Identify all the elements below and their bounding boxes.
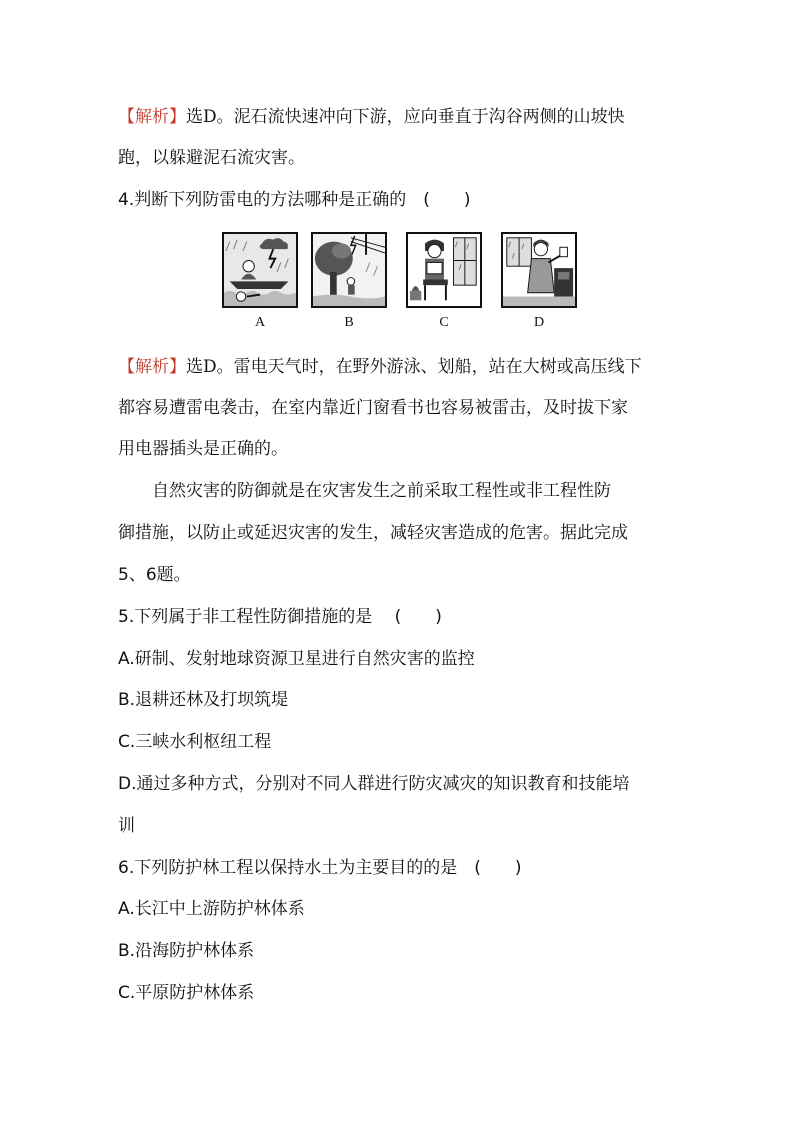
option-label-c: C bbox=[439, 315, 449, 330]
question-6-option-b: B.沿海防护林体系 bbox=[118, 941, 255, 961]
analysis-tag: 【解析】 bbox=[118, 357, 186, 377]
question-6-option-c: C.平原防护林体系 bbox=[118, 983, 255, 1003]
analysis-3-line-1 bbox=[118, 105, 625, 129]
analysis-tag: 【解析】 bbox=[118, 107, 186, 127]
reading-by-window-icon bbox=[406, 232, 482, 308]
analysis-4-line-3: 用电器插头是正确的。 bbox=[118, 439, 288, 459]
intro-line-2: 御措施，以防止或延迟灾害的发生，减轻灾害造成的危害。据此完成 bbox=[118, 523, 628, 543]
question-5-stem: 5.下列属于非工程性防御措施的是 ( ) bbox=[118, 607, 442, 627]
analysis-4-line-2: 都容易遭雷电袭击，在室内靠近门窗看书也容易被雷击，及时拔下家 bbox=[118, 398, 628, 418]
analysis-text: 选D。泥石流快速冲向下游，应向垂直于沟谷两侧的山坡快 bbox=[186, 107, 625, 127]
option-label-b: B bbox=[344, 315, 354, 330]
question-5-option-c: C.三峡水利枢纽工程 bbox=[118, 732, 272, 752]
option-label-d: D bbox=[533, 315, 545, 330]
question-5-option-d-cont: 训 bbox=[118, 816, 135, 836]
question-5-option-d: D.通过多种方式，分别对不同人群进行防灾减灾的知识教育和技能培 bbox=[118, 774, 630, 794]
analysis-3-line-2: 跑，以躲避泥石流灾害。 bbox=[118, 148, 305, 168]
analysis-4-line-1 bbox=[118, 355, 642, 379]
analysis-text: 选D。雷电天气时，在野外游泳、划船，站在大树或高压线下 bbox=[186, 357, 642, 377]
intro-line-3: 5、6题。 bbox=[118, 565, 191, 585]
unplug-appliance-icon bbox=[501, 232, 577, 308]
question-6-option-a: A.长江中上游防护林体系 bbox=[118, 899, 305, 919]
question-6-stem: 6.下列防护林工程以保持水土为主要目的的是 ( ) bbox=[118, 858, 522, 878]
option-label-a: A bbox=[254, 315, 266, 330]
tree-power-line-icon bbox=[311, 232, 387, 308]
storm-boat-swimming-icon bbox=[222, 232, 298, 308]
intro-line-1: 自然灾害的防御就是在灾害发生之前采取工程性或非工程性防 bbox=[152, 481, 611, 501]
question-4-stem: 4.判断下列防雷电的方法哪种是正确的 ( ) bbox=[118, 190, 471, 210]
question-5-option-b: B.退耕还林及打坝筑堤 bbox=[118, 690, 289, 710]
question-5-option-a: A.研制、发射地球资源卫星进行自然灾害的监控 bbox=[118, 649, 475, 669]
